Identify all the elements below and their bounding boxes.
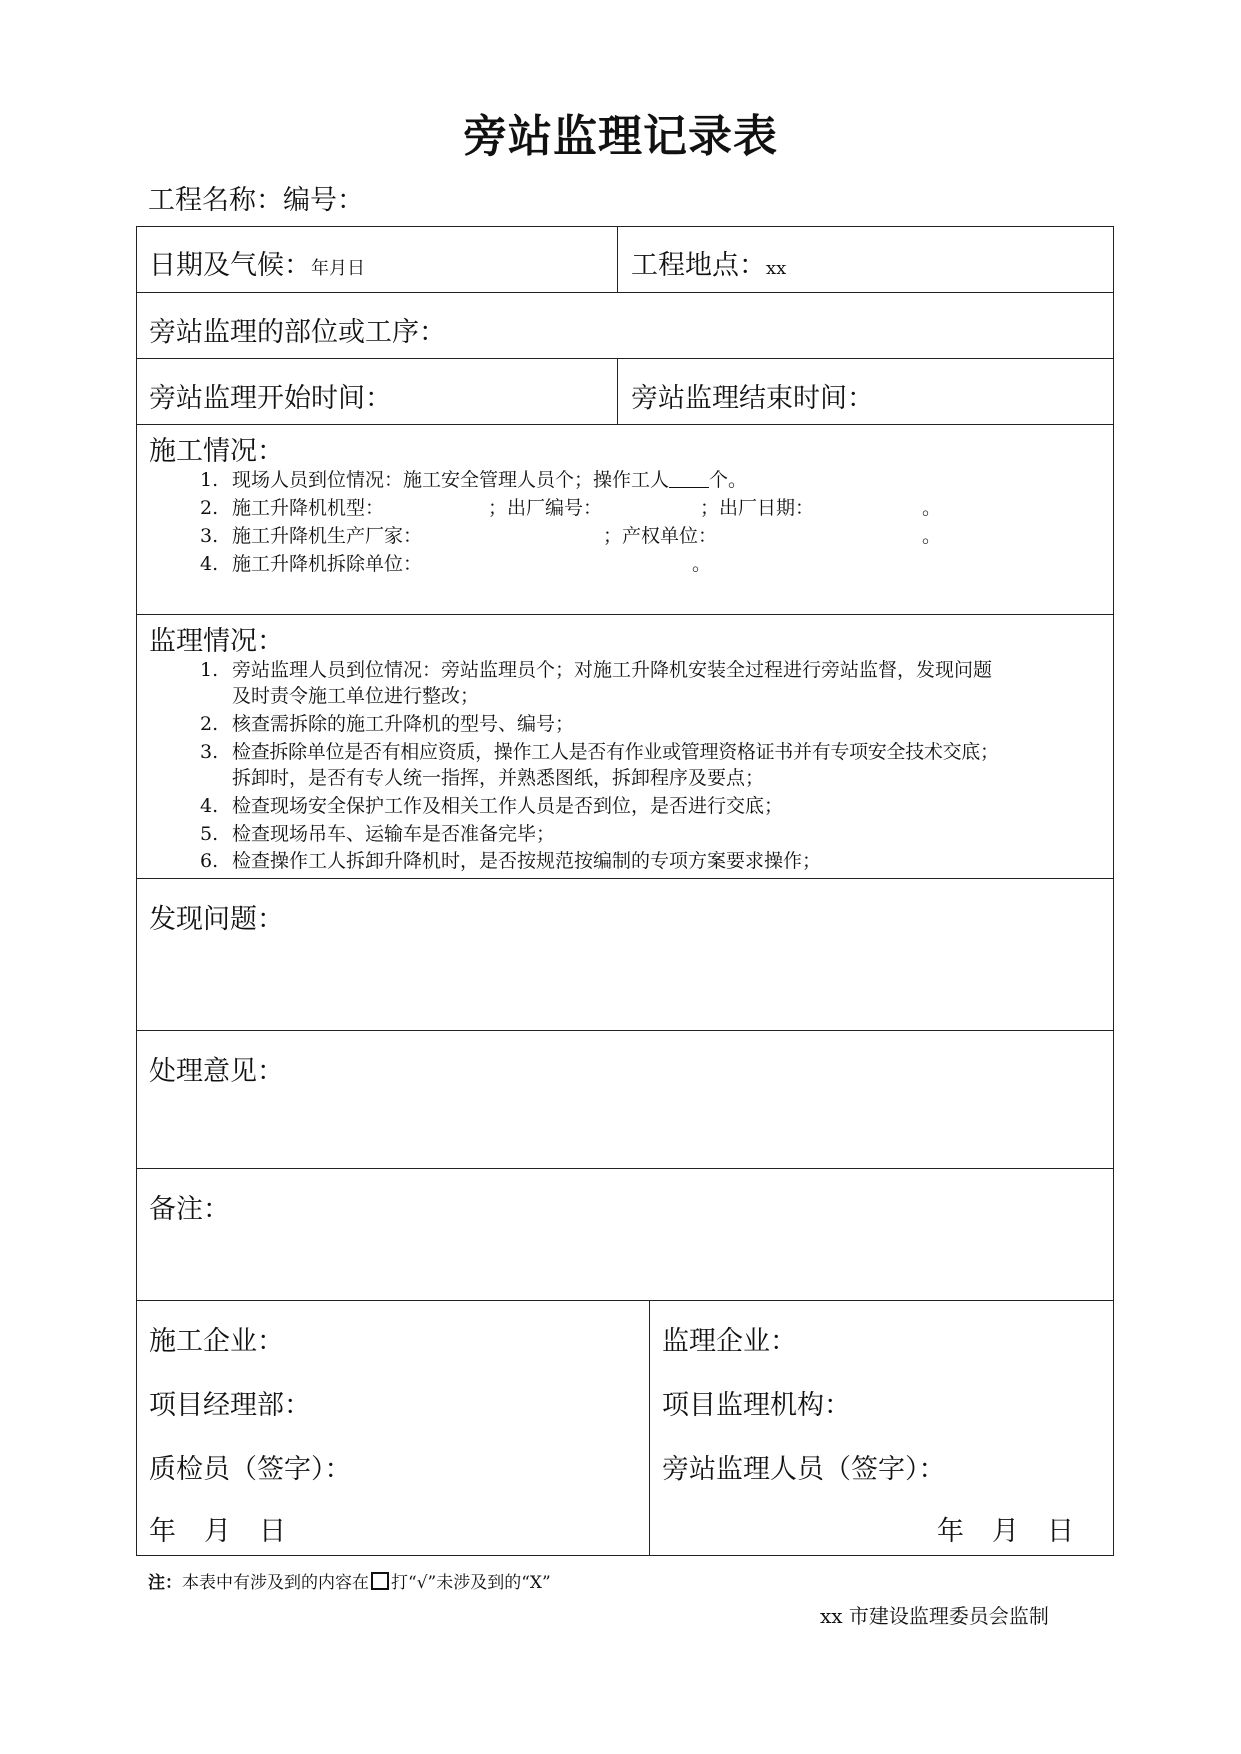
quality-inspector-signature-label[interactable]: 质检员（签字）： xyxy=(149,1454,352,1485)
part-process-label[interactable]: 旁站监理的部位或工序： xyxy=(149,317,446,348)
construction-company-label[interactable]: 施工企业： xyxy=(149,1326,284,1357)
location-label: 工程地点： xyxy=(631,250,766,281)
opinion-section[interactable] xyxy=(137,1031,1113,1169)
divider xyxy=(649,1301,650,1555)
workers-count-blank[interactable] xyxy=(669,469,709,488)
construction-heading: 施工情况： xyxy=(149,436,284,467)
remarks-label: 备注： xyxy=(149,1194,230,1225)
construction-item-3: 3. 施工升降机生产厂家： ；产权单位： 。 xyxy=(200,525,942,547)
remarks-section[interactable] xyxy=(137,1169,1113,1301)
construction-section xyxy=(137,425,1113,615)
issuing-organization: xx 市建设监理委员会监制 xyxy=(820,1604,1049,1628)
supervision-item-3: 3. 检查拆除单位是否有相应资质，操作工人是否有作业或管理资格证书并有专项安全技术交底； 拆卸时，是否有专人统一指挥，并熟悉图纸，拆卸程序及要点； xyxy=(200,741,999,789)
date-weather-field[interactable] xyxy=(149,243,365,282)
row-part-process xyxy=(137,293,1113,359)
problems-section[interactable] xyxy=(137,879,1113,1031)
supervision-company-label[interactable]: 监理企业： xyxy=(662,1326,797,1357)
supervision-heading: 监理情况： xyxy=(149,626,284,657)
project-name-line: 工程名称：编号： xyxy=(148,185,364,216)
checkbox-icon xyxy=(371,1572,389,1590)
supervision-item-1: 1. 旁站监理人员到位情况：旁站监理员个；对施工升降机安装全过程进行旁站监督，发现问题 及时责令施工单位进行整改； xyxy=(200,659,993,707)
row-time xyxy=(137,359,1113,425)
page-title: 旁站监理记录表 xyxy=(463,111,778,162)
record-form xyxy=(136,226,1114,1556)
construction-item-4: 4. 施工升降机拆除单位： 。 xyxy=(200,553,712,575)
end-time-label[interactable]: 旁站监理结束时间： xyxy=(631,383,874,414)
location-value: xx xyxy=(766,258,787,279)
construction-item-1: 1. 现场人员到位情况：施工安全管理人员个；操作工人 个。 xyxy=(200,469,748,491)
signature-section xyxy=(137,1301,1113,1555)
left-date[interactable]: 年 月 日 xyxy=(149,1516,286,1547)
date-weather-value: 年月日 xyxy=(311,258,365,279)
project-supervision-org-label[interactable]: 项目监理机构： xyxy=(662,1390,851,1421)
construction-item-2: 2. 施工升降机机型： ；出厂编号： ；出厂日期： 。 xyxy=(200,497,942,519)
date-weather-label: 日期及气候： xyxy=(149,250,311,281)
start-time-label[interactable]: 旁站监理开始时间： xyxy=(149,383,392,414)
row-date-location xyxy=(137,227,1113,293)
supervision-item-6: 6. 检查操作工人拆卸升降机时，是否按规范按编制的专项方案要求操作； xyxy=(200,850,822,872)
problems-label: 发现问题： xyxy=(149,904,284,935)
supervision-section xyxy=(137,615,1113,879)
opinion-label: 处理意见： xyxy=(149,1056,284,1087)
footnote: 注：本表中有涉及到的内容在 打“√”未涉及到的“X” xyxy=(148,1573,551,1593)
supervision-item-2: 2. 核查需拆除的施工升降机的型号、编号； xyxy=(200,713,575,735)
site-supervisor-signature-label[interactable]: 旁站监理人员（签字）： xyxy=(662,1454,946,1485)
location-field[interactable] xyxy=(631,243,786,282)
right-date[interactable]: 年 月 日 xyxy=(937,1516,1074,1547)
project-manager-dept-label[interactable]: 项目经理部： xyxy=(149,1390,311,1421)
supervision-item-4: 4. 检查现场安全保护工作及相关工作人员是否到位，是否进行交底； xyxy=(200,795,784,817)
divider xyxy=(617,359,618,424)
divider xyxy=(617,227,618,292)
supervision-item-5: 5. 检查现场吊车、运输车是否准备完毕； xyxy=(200,823,556,845)
